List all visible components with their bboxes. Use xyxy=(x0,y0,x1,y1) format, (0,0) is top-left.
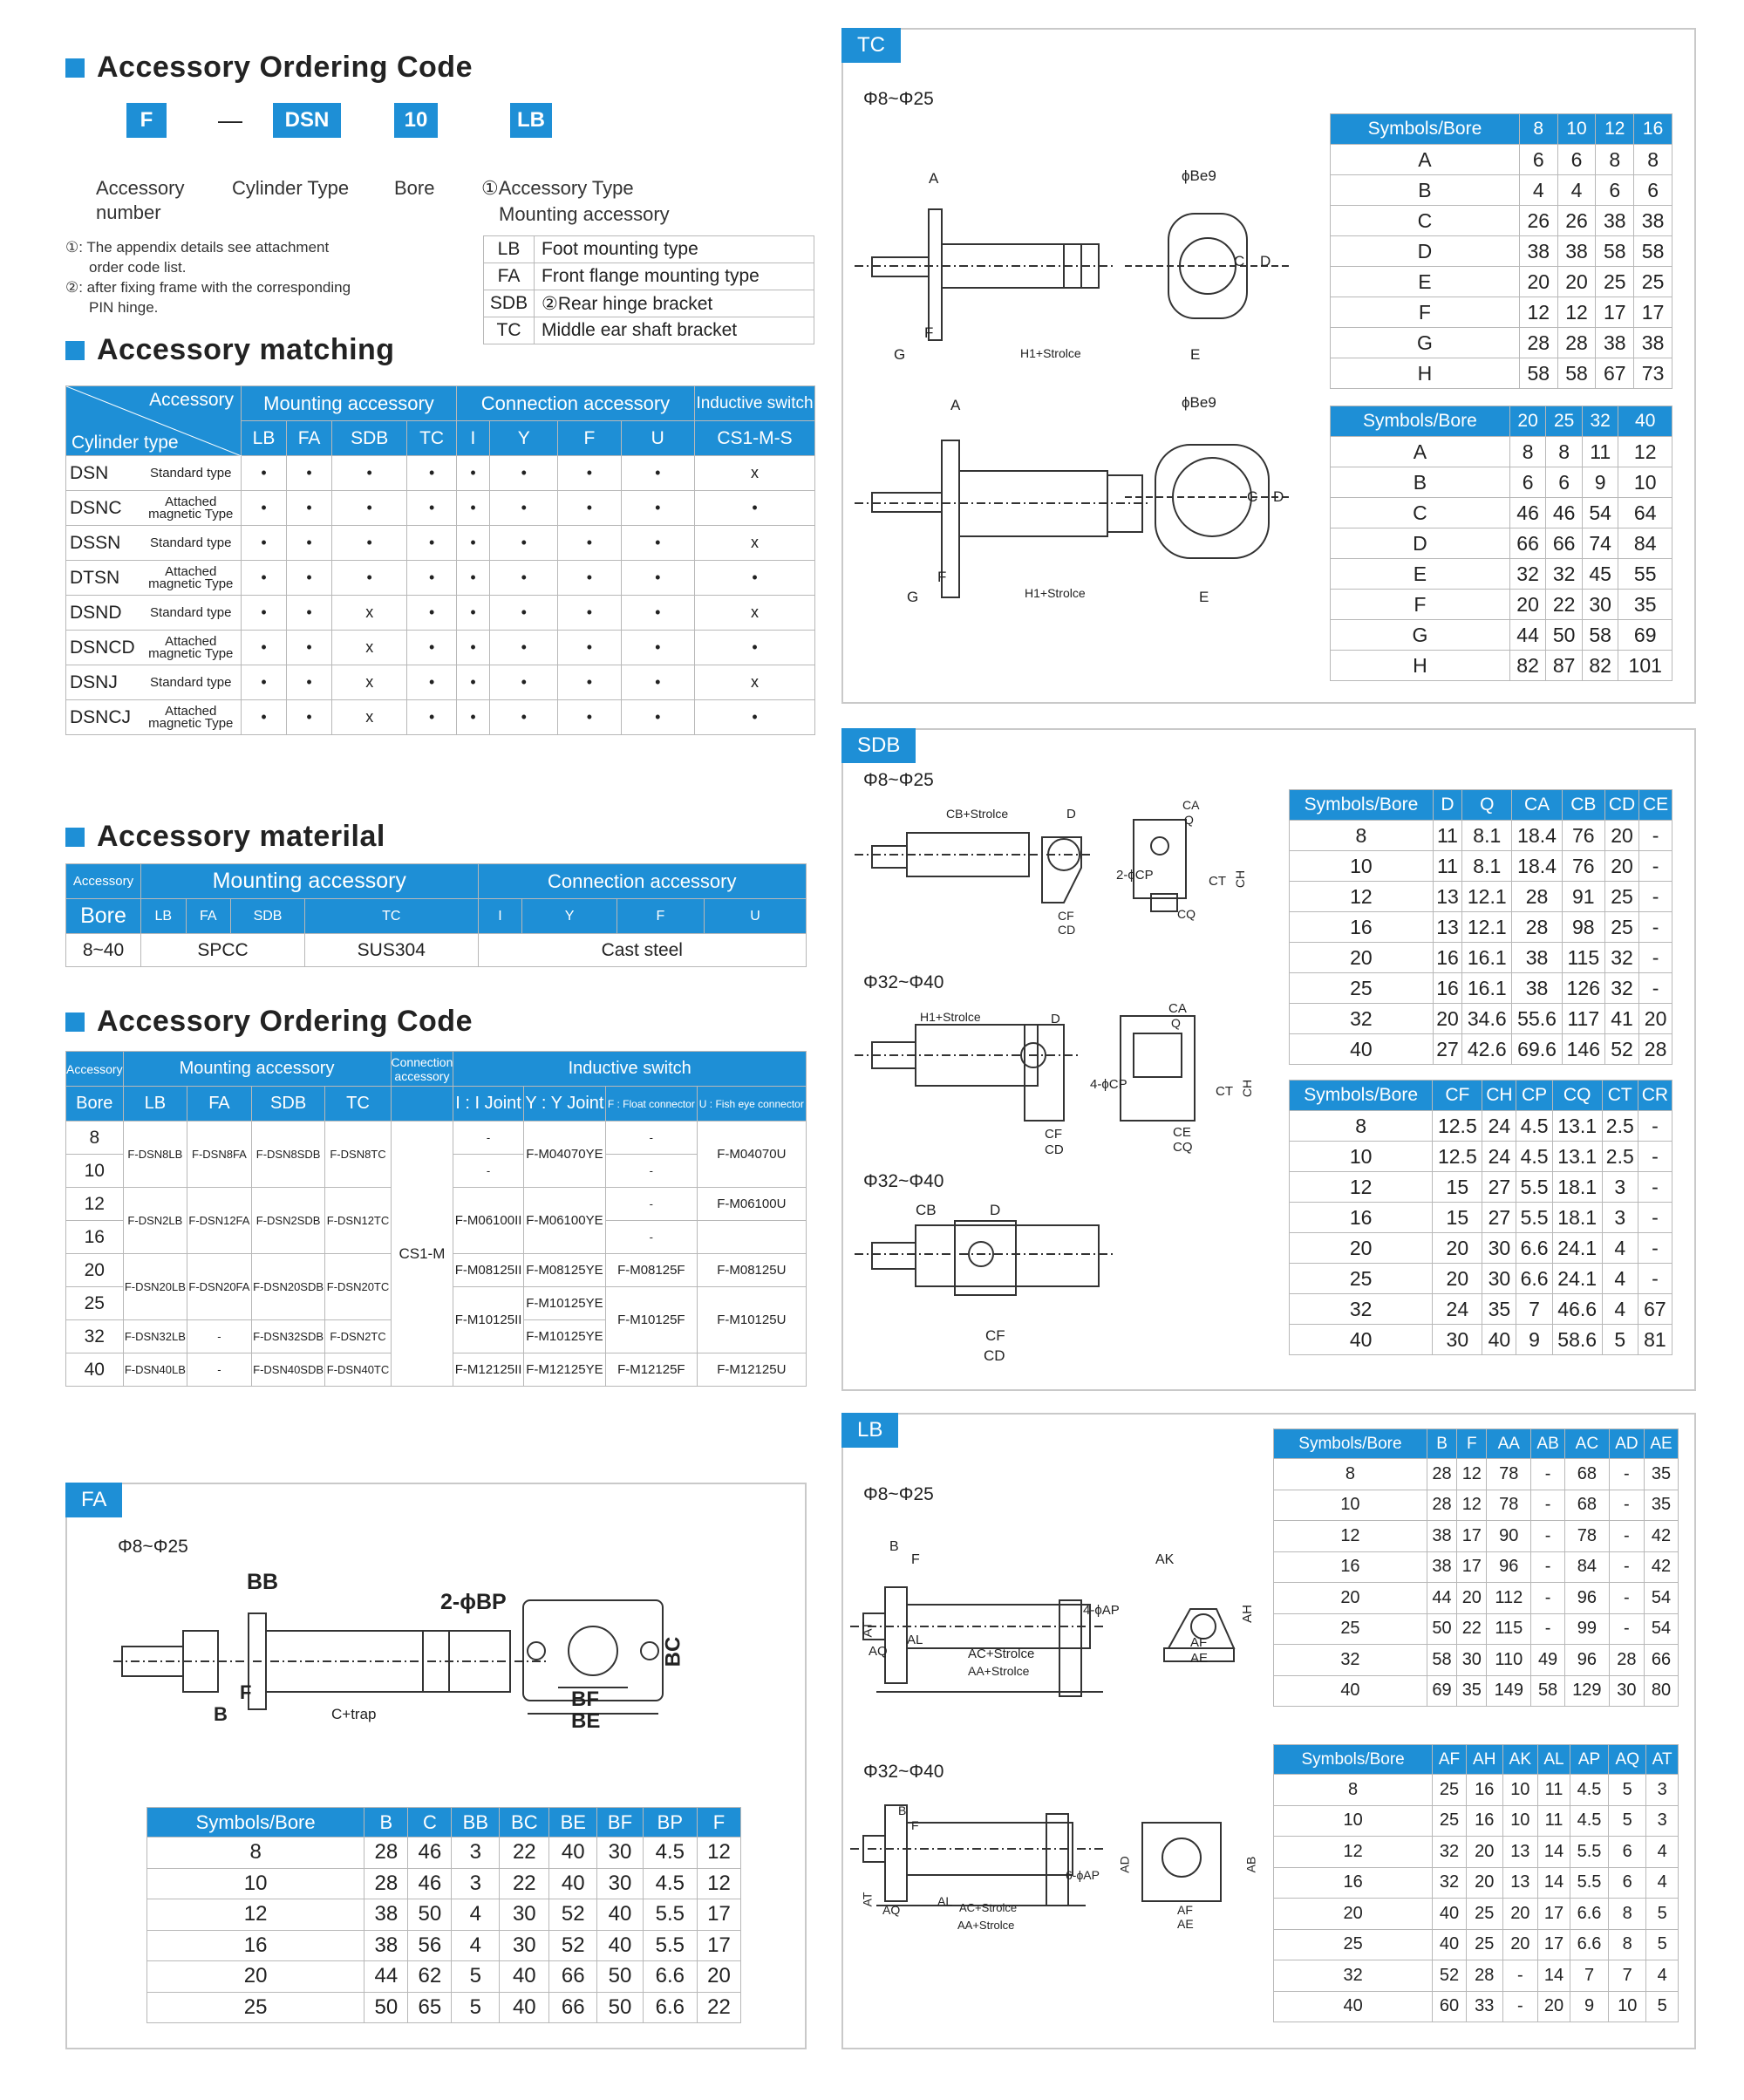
table-row: 16 38 17 96 - 84 - 42 xyxy=(1274,1551,1679,1583)
sdb-dim-cq: CQ xyxy=(1177,907,1196,921)
table-row: C 26 26 38 38 xyxy=(1331,206,1672,236)
bullet-square-icon xyxy=(65,58,85,78)
dim-bc: BC xyxy=(661,1636,685,1667)
lb-dim-ak: AK xyxy=(1155,1552,1175,1567)
tc-dim-a2: A xyxy=(950,397,961,413)
table-row: 25 40 25 20 17 6.6 8 5 xyxy=(1274,1929,1679,1960)
tc-table-2: Symbols/Bore 20 25 32 40 A 8 8 11 12 B 6 6 9 10 C 46 46 54 64 D 66 66 74 84 E 32 32 45 55 F 20 22 30 35 G 44 50 58 69 H 82 87 82 101 xyxy=(1330,406,1672,681)
sdb-dim-cf2: CF xyxy=(1045,1127,1062,1142)
sdb-dim-cb: CB+Strolce xyxy=(946,807,1009,821)
sdb-dim-ct: CT xyxy=(1209,874,1226,889)
sdb-dim-q2: Q xyxy=(1171,1016,1181,1030)
table-row: 40 27 42.6 69.6 146 52 28 xyxy=(1290,1034,1672,1065)
code-bore: 10 xyxy=(394,103,438,138)
tc-dim-h12: H1+Strolce xyxy=(1025,586,1086,600)
table-row: 20 16 16.1 38 115 32 - xyxy=(1290,943,1672,973)
table-row: 16 32 20 13 14 5.5 6 4 xyxy=(1274,1867,1679,1899)
note-1: ①: The appendix details see attachment xyxy=(65,239,330,256)
lb-dim-aq: AQ xyxy=(869,1644,888,1659)
table-row: 16 15 27 5.5 18.1 3 - xyxy=(1290,1203,1672,1233)
table-row: A 8 8 11 12 xyxy=(1331,437,1672,467)
sdb-dim-cd: CD xyxy=(1058,923,1076,937)
table-row: 8 28 12 78 - 68 - 35 xyxy=(1274,1459,1679,1490)
sdb-dim-d2: D xyxy=(1051,1012,1060,1026)
table-row: B 6 6 9 10 xyxy=(1331,467,1672,498)
table-row: 16 13 12.1 28 98 25 - xyxy=(1290,912,1672,943)
tc-dim-a: A xyxy=(929,170,939,187)
ordering2-title: Accessory Ordering Code xyxy=(65,1005,473,1039)
dim-bp: 2-ϕBP xyxy=(440,1590,507,1614)
table-row: D 66 66 74 84 xyxy=(1331,528,1672,559)
sdb-dim-cp: 2-ϕCP xyxy=(1116,868,1154,883)
table-row: 8 25 16 10 11 4.5 5 3 xyxy=(1274,1775,1679,1806)
table-row: F 12 12 17 17 xyxy=(1331,297,1672,328)
table-row: 20 44 62 5 40 66 50 6.6 20 xyxy=(147,1961,741,1993)
table-row: G 28 28 38 38 xyxy=(1331,328,1672,358)
table-row: DSNC Attached magnetic Type • • • • • • • • • xyxy=(66,491,815,526)
table-row: 10 28 12 78 - 68 - 35 xyxy=(1274,1490,1679,1521)
note-2: ②: after fixing frame with the corresponding xyxy=(65,279,351,296)
dim-bb: BB xyxy=(247,1570,279,1594)
lb-dim-b2: B xyxy=(898,1803,907,1817)
table-row: DSND Standard type • • x • • • • • x xyxy=(66,596,815,631)
lb-dim-aq2: AQ xyxy=(882,1903,901,1917)
tc-dim-d: D xyxy=(1260,253,1271,269)
code-dash: — xyxy=(218,106,242,133)
lb-dim-ah: AH xyxy=(1239,1605,1255,1623)
sdb-dim-cf: CF xyxy=(1058,909,1074,923)
lb-range-2: Φ32~Φ40 xyxy=(863,1762,944,1782)
note-1b: order code list. xyxy=(89,259,187,276)
code-lb: LB xyxy=(510,103,552,138)
table-row: B 4 4 6 6 xyxy=(1331,175,1672,206)
dim-f: F xyxy=(240,1681,252,1703)
sdb-dim-cb2: CB xyxy=(916,1202,937,1218)
table-row: 32 24 35 7 46.6 4 67 xyxy=(1290,1294,1672,1325)
lb-dim-ac2: AC+Strolce xyxy=(959,1901,1018,1914)
fa-range: Φ8~Φ25 xyxy=(118,1537,188,1557)
table-row: 32 20 34.6 55.6 117 41 20 xyxy=(1290,1004,1672,1034)
tc-dim-h1: H1+Strolce xyxy=(1020,346,1081,360)
lb-dim-aa2: AA+Strolce xyxy=(957,1919,1015,1932)
table-row: E 20 20 25 25 xyxy=(1331,267,1672,297)
lb-tag: LB xyxy=(841,1413,898,1448)
table-row: H 58 58 67 73 xyxy=(1331,358,1672,389)
sdb-dim-cd2: CD xyxy=(1045,1142,1064,1157)
tc-dim-d2: D xyxy=(1273,488,1284,505)
table-row: 40 60 33 - 20 9 10 5 xyxy=(1274,1991,1679,2022)
table-row: 10 12.5 24 4.5 13.1 2.5 - xyxy=(1290,1142,1672,1172)
label-number: number xyxy=(96,201,161,223)
label-accessory-type: ①Accessory Type xyxy=(481,177,634,199)
sdb-table-2: Symbols/Bore CF CH CP CQ CT CR 8 12.5 24 4.5 13.1 2.5 - 10 12.5 24 4.5 13.1 2.5 - 12 15 27 5.5 18.1 3 - 16 15 27 5.5 18.1 3 - 20 20 30 6.6 24.1 4 - 25 20 30 6.6 24.1 4 - 32 24 35 7 46.6 4 67 40 30 40 9 58.6 5 81 xyxy=(1289,1080,1672,1355)
sdb-range-3: Φ32~Φ40 xyxy=(863,1171,944,1191)
table-row: F 20 22 30 35 xyxy=(1331,590,1672,620)
table-row: 25 16 16.1 38 126 32 - xyxy=(1290,973,1672,1004)
table-row: DSNJ Standard type • • x • • • • • x xyxy=(66,665,815,700)
tc-dim-f: F xyxy=(924,324,934,341)
lb-dim-ap4: 4-ϕAP xyxy=(1083,1603,1120,1618)
lb-dim-af2: AF xyxy=(1177,1903,1193,1917)
dim-b: B xyxy=(214,1703,228,1725)
table-row: 12 38 17 90 - 78 - 42 xyxy=(1274,1521,1679,1552)
sdb-range-1: Φ8~Φ25 xyxy=(863,770,934,790)
lb-table-1: Symbols/Bore B F AA AB AC AD AE 8 28 12 78 - 68 - 35 10 28 12 78 - 68 - 35 12 38 17 90 - 78 - 42 16 38 17 96 - 84 - 42 20 44 20 112 - 96 - 54 25 50 22 115 - 99 - 54 32 58 30 110 49 96 28 66 40 69 35 149 58 129 30 80 xyxy=(1273,1428,1679,1707)
dim-be: BE xyxy=(571,1709,601,1733)
tc-tag: TC xyxy=(841,28,901,63)
table-row: 8 12.5 24 4.5 13.1 2.5 - xyxy=(1290,1111,1672,1142)
table-row: 32 58 30 110 49 96 28 66 xyxy=(1274,1645,1679,1676)
label-mounting: Mounting accessory xyxy=(499,203,670,225)
fa-tag: FA xyxy=(65,1483,122,1517)
tc-dim-be: ϕBe9 xyxy=(1182,167,1216,184)
table-row: DSSN Standard type • • • • • • • • x xyxy=(66,526,815,561)
table-row: DTSN Attached magnetic Type • • • • • • • • • xyxy=(66,561,815,596)
lb-dim-ab: AB xyxy=(1243,1856,1258,1873)
sdb-dim-d: D xyxy=(1066,807,1076,822)
lb-dim-b: B xyxy=(889,1539,899,1554)
lb-dim-ae2: AE xyxy=(1177,1917,1194,1931)
matching-table: Accessory Cylinder type Mounting accessory Connection accessory Inductive switch LB FA SDB TC I Y F U CS1-M-S DSN Standard type • • • • • • • • x DSNC Attached magnetic Type • • • • • • • • • DSSN Standard type • • • • • • • • x DTSN Attached magnetic Type • • • • • • • • • DSND Standard type • • x • • • • • x DSNCD Attached magnetic Type • • x • • • • • • DSNJ Standard type • • x • • • • • x DSNCJ Attached magnetic Type • • x • • • • • • xyxy=(65,385,815,735)
lb-dim-f2: F xyxy=(911,1818,919,1832)
tc-dim-c: C xyxy=(1234,253,1245,269)
material-title: Accessory materilal xyxy=(65,820,385,854)
sdb-dim-ca2: CA xyxy=(1168,1001,1187,1016)
table-row: 16 38 56 4 30 52 40 5.5 17 xyxy=(147,1930,741,1961)
tc-dim-be2: ϕBe9 xyxy=(1182,394,1216,411)
sdb-dim-ca: CA xyxy=(1182,798,1200,812)
table-row: 32 52 28 - 14 7 7 4 xyxy=(1274,1960,1679,1992)
tc-dim-g2: G xyxy=(907,589,919,605)
sdb-drawing xyxy=(855,798,1247,1356)
table-row: H 82 87 82 101 xyxy=(1331,651,1672,681)
sdb-dim-ce: CE xyxy=(1173,1125,1191,1140)
tc-dim-c2: C xyxy=(1247,488,1258,505)
sdb-dim-cq2: CQ xyxy=(1173,1140,1193,1155)
table-row: 10 11 8.1 18.4 76 20 - xyxy=(1290,851,1672,882)
lb-drawing xyxy=(850,1535,1260,2023)
table-row: E 32 32 45 55 xyxy=(1331,559,1672,590)
tc-dim-e: E xyxy=(1190,346,1201,363)
table-row: DSNCD Attached magnetic Type • • x • • • • • • xyxy=(66,631,815,665)
code-f: F xyxy=(126,103,167,138)
table-row: 12 13 12.1 28 91 25 - xyxy=(1290,882,1672,912)
dim-bf: BF xyxy=(571,1688,599,1711)
table-row: 20 40 25 20 17 6.6 8 5 xyxy=(1274,1899,1679,1930)
label-accessory: Accessory xyxy=(96,177,185,199)
dim-c: C+trap xyxy=(331,1706,377,1722)
lb-dim-aa: AA+Strolce xyxy=(968,1664,1030,1678)
bullet-square-icon xyxy=(65,1012,85,1032)
lb-range-1: Φ8~Φ25 xyxy=(863,1484,934,1504)
bullet-square-icon xyxy=(65,828,85,847)
sdb-dim-d3: D xyxy=(990,1202,1001,1218)
note-2b: PIN hinge. xyxy=(89,299,159,316)
table-row: 10 25 16 10 11 4.5 5 3 xyxy=(1274,1805,1679,1837)
lb-dim-ae: AE xyxy=(1190,1651,1209,1666)
matching-title: Accessory matching xyxy=(65,333,395,367)
table-row: 25 50 65 5 40 66 50 6.6 22 xyxy=(147,1992,741,2023)
tc-range: Φ8~Φ25 xyxy=(863,89,934,109)
lb-table-2: Symbols/Bore AF AH AK AL AP AQ AT 8 25 16 10 11 4.5 5 3 10 25 16 10 11 4.5 5 3 12 32 20 13 14 5.5 6 4 16 32 20 13 14 5.5 6 4 20 40 25 20 17 6.6 8 5 25 40 25 20 17 6.6 8 5 32 52 28 - 14 7 7 4 40 60 33 - 20 9 10 5 xyxy=(1273,1744,1679,2022)
lb-dim-at2: AT xyxy=(860,1892,875,1907)
sdb-dim-cp4: 4-ϕCP xyxy=(1090,1077,1127,1092)
table-row: 8 28 46 3 22 40 30 4.5 12 xyxy=(147,1838,741,1869)
table-row: DSN Standard type • • • • • • • • x xyxy=(66,456,815,491)
sdb-dim-ch: CH xyxy=(1233,869,1248,889)
table-row: 8 11 8.1 18.4 76 20 - xyxy=(1290,821,1672,851)
lb-dim-at: AT xyxy=(860,1621,875,1638)
sdb-dim-ct2: CT xyxy=(1216,1084,1233,1099)
table-row: DSNCJ Attached magnetic Type • • x • • • • • • xyxy=(66,700,815,735)
lb-dim-f: F xyxy=(911,1552,920,1567)
table-row: 20 44 20 112 - 96 - 54 xyxy=(1274,1583,1679,1614)
tc-dim-g: G xyxy=(894,346,906,363)
lb-dim-ap6: 6-ϕAP xyxy=(1066,1868,1100,1882)
table-row: 12 15 27 5.5 18.1 3 - xyxy=(1290,1172,1672,1203)
table-row: A 6 6 8 8 xyxy=(1331,145,1672,175)
sdb-tag: SDB xyxy=(841,728,916,763)
bullet-square-icon xyxy=(65,341,85,360)
tc-dim-f2: F xyxy=(937,569,947,585)
table-row: 25 20 30 6.6 24.1 4 - xyxy=(1290,1264,1672,1294)
ordering-title: Accessory Ordering Code xyxy=(65,51,473,85)
sdb-dim-h1: H1+Strolce xyxy=(920,1010,981,1024)
table-row: 40 30 40 9 58.6 5 81 xyxy=(1290,1325,1672,1355)
tc-table-1: Symbols/Bore 8 10 12 16 A 6 6 8 8 B 4 4 6 6 C 26 26 38 38 D 38 38 58 58 E 20 20 25 25 F 12 12 17 17 G 28 28 38 38 H 58 58 67 73 xyxy=(1330,113,1672,389)
lb-dim-af: AF xyxy=(1190,1635,1208,1650)
table-row: 25 50 22 115 - 99 - 54 xyxy=(1274,1613,1679,1645)
table-row: 12 38 50 4 30 52 40 5.5 17 xyxy=(147,1899,741,1931)
table-row: 10 28 46 3 22 40 30 4.5 12 xyxy=(147,1868,741,1899)
table-row: 12 32 20 13 14 5.5 6 4 xyxy=(1274,1837,1679,1868)
tc-dim-e2: E xyxy=(1199,589,1209,605)
sdb-dim-cf3: CF xyxy=(985,1327,1005,1344)
lb-dim-al: AL xyxy=(907,1633,923,1647)
sdb-dim-ch2: CH xyxy=(1240,1079,1255,1098)
sdb-range-2: Φ32~Φ40 xyxy=(863,972,944,992)
fa-table: Symbols/Bore B C BB BC BE BF BP F 8 28 46 3 22 40 30 4.5 12 10 28 46 3 22 40 30 4.5 12 12 38 50 4 30 52 40 5.5 17 16 38 56 4 30 52 40 5.5 17 20 44 62 5 40 66 50 6.6 20 25 50 65 5 40 66 50 6.6 22 xyxy=(146,1807,741,2023)
label-bore: Bore xyxy=(394,177,435,199)
table-row: C 46 46 54 64 xyxy=(1331,498,1672,528)
lb-dim-ac: AC+Strolce xyxy=(968,1647,1035,1661)
ordering-code-table: Accessory Mounting accessory Connection accessory Inductive switch Bore LB FA SDB TC I : I Joint Y : Y Joint F : Float connector U : Fish eye connector 8 F-DSN8LB F-DSN8FA F-DSN8SDB F-DSN8TC CS1-M - F-M04070YE - F-M04070U 10 - - 12 F-DSN2LB F-DSN12FA F-DSN2SDB F-DSN12TC F-M06100II F-M06100YE - F-M06100U 16 - 20 F-DSN20LB F-DSN20FA F-DSN20SDB F-DSN20TC F-M08125II F-M08125YE F-M08125F F-M08125U 25 F-M10125II F-M10125YE F-M10125F F-M10125U 32 F-DSN32LB - F-DSN32SDB F-DSN2TC F-M10125YE 40 F-DSN40LB - F-DSN40SDB F-DSN40TC F-M12125II F-M12125YE F-M12125F F-M12125U xyxy=(65,1051,807,1387)
sdb-table-1: Symbols/Bore D Q CA CB CD CE 8 11 8.1 18.4 76 20 - 10 11 8.1 18.4 76 20 - 12 13 12.1 28 91 25 - 16 13 12.1 28 98 25 - 20 16 16.1 38 115 32 - 25 16 16.1 38 126 32 - 32 20 34.6 55.6 117 41 20 40 27 42.6 69.6 146 52 28 xyxy=(1289,789,1672,1065)
code-dsn: DSN xyxy=(273,103,341,138)
tc-drawing xyxy=(855,161,1308,685)
lb-dim-al2: AL xyxy=(937,1894,953,1908)
sdb-dim-cd3: CD xyxy=(984,1347,1005,1364)
table-row: G 44 50 58 69 xyxy=(1331,620,1672,651)
sdb-dim-q: Q xyxy=(1184,813,1194,827)
lb-dim-ad: AD xyxy=(1117,1856,1132,1873)
accessory-type-table: LB Foot mounting type FA Front flange mounting type SDB ②Rear hinge bracket TC Middle ear shaft bracket xyxy=(483,235,814,344)
label-cylinder-type: Cylinder Type xyxy=(232,177,350,199)
table-row: 20 20 30 6.6 24.1 4 - xyxy=(1290,1233,1672,1264)
table-row: 40 69 35 149 58 129 30 80 xyxy=(1274,1675,1679,1707)
table-row: D 38 38 58 58 xyxy=(1331,236,1672,267)
material-table: Accessory Mounting accessory Connection accessory Bore LB FA SDB TC I Y F U 8~40 SPCC SUS304 Cast steel xyxy=(65,863,807,967)
